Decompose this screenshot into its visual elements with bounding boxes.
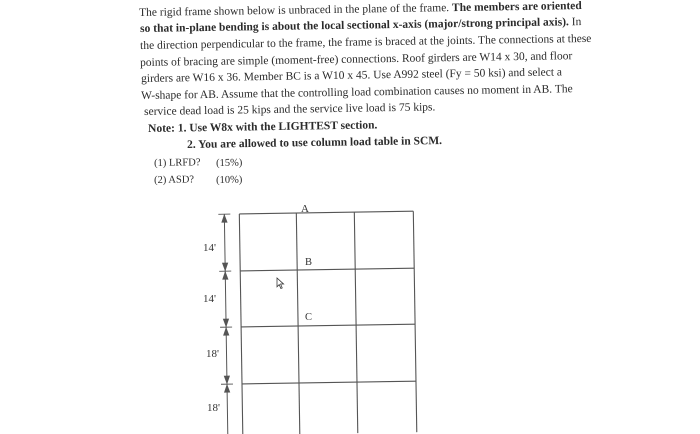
problem-text-segment: girders are W16 x 36. Member BC is a W10 x 45. Use A992 steel (Fy = 50 ksi) and select a: [141, 66, 563, 85]
node-label-c: C: [305, 312, 313, 323]
question-1-label: (1) LRFD?: [154, 157, 201, 169]
dimension-label-1: 14': [203, 242, 216, 254]
problem-text-segment: The rigid frame shown below is unbraced in the plane of the frame.: [139, 2, 453, 19]
question-1-percent: (15%): [216, 157, 243, 169]
note-line-1: Note: 1. Use W8x with the LIGHTEST section.: [148, 119, 378, 135]
dimension-label-4: 18': [207, 402, 220, 414]
question-2-label: (2) ASD?: [154, 174, 195, 186]
column-1: [239, 214, 242, 434]
problem-text-segment: W-shape for AB. Assume that the controlling load combination causes no moment in AB. The: [141, 83, 573, 102]
column-3: [354, 212, 357, 433]
mouse-cursor-icon: [277, 278, 284, 288]
column-2: [296, 213, 299, 434]
dimension-label-2: 14': [203, 293, 216, 305]
dimension-label-3: 18': [206, 348, 219, 360]
floor-girder-2: [241, 324, 415, 327]
column-4: [413, 211, 416, 432]
problem-text-segment: In: [568, 16, 582, 29]
node-label-b: B: [305, 257, 313, 268]
problem-text-segment: service dead load is 25 kips and the service live load is 75 kips.: [144, 101, 436, 118]
floor-girder-3: [242, 381, 416, 384]
problem-text-segment: so that in-plane bending is about the local sectional x-axis (major/strong principal axis).: [140, 16, 569, 35]
question-2-percent: (10%): [216, 174, 243, 186]
node-label-a: A: [301, 203, 309, 215]
problem-text-segment: the direction perpendicular to the frame, the frame is braced at the joints. The connections at these: [140, 32, 592, 52]
floor-girder-1: [240, 268, 414, 271]
roof-girder: [239, 211, 413, 214]
problem-text-segment: points of bracing are simple (moment-free) connections. Roof girders are W14 x 30, and floor: [140, 50, 573, 69]
problem-text-segment: The members are oriented: [451, 0, 582, 15]
note-line-2: 2. You are allowed to use column load table in SCM.: [187, 134, 443, 151]
